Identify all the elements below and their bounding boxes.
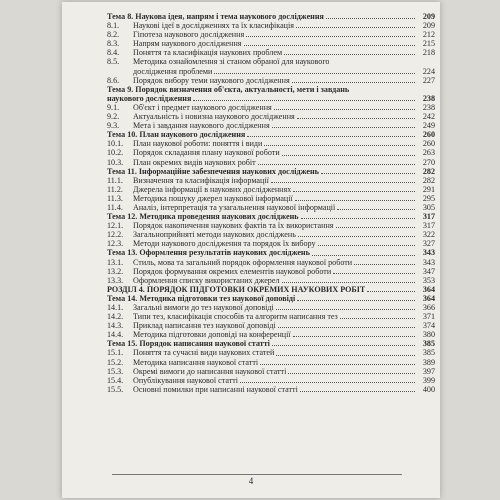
toc-section-heading [107,85,435,94]
toc-entry-page: 380 [422,330,435,340]
dot-leader [340,318,415,319]
toc-entry-title: Джерела інформації в наукових дослідженнях [133,184,292,194]
dot-leader [284,54,415,55]
dot-leader [271,182,415,183]
dot-leader [292,82,415,83]
toc-entry-number: 8.6. [107,75,120,85]
dot-leader [297,300,415,301]
toc-subsection-entry [107,112,435,121]
dot-leader [336,227,415,228]
toc-subsection-entry [107,176,435,185]
toc-section-heading [107,12,435,21]
toc-entry-page: 371 [422,312,435,322]
dot-leader [246,36,415,37]
toc-entry-number: 10.3. [107,157,124,167]
toc-subsection-entry [107,267,435,276]
toc-entry-title: Типи тез, класифікація способів та алгоритм написання тез [133,312,338,322]
toc-subsection-entry [107,330,435,339]
toc-entry-title: Тема 12. Методика проведення наукових досліджень [107,212,299,222]
toc-subsection-entry [107,194,435,203]
toc-section-heading [107,167,435,176]
dot-leader [282,282,416,283]
toc-entry-title: План окремих видів наукових робіт [133,157,256,167]
toc-entry-title: Аналіз, інтерпретація та узагальнення наукової інформації [133,202,336,212]
toc-subsection-entry [107,258,435,267]
toc-subsection-entry [107,76,435,85]
dot-leader [295,200,415,201]
dot-leader [367,291,415,292]
toc-entry-page: 218 [422,48,435,58]
toc-entry-page: 212 [422,30,435,40]
toc-subsection-entry [107,221,435,230]
dot-leader [300,391,415,392]
toc-entry-page: 209 [422,12,435,21]
toc-entry-page: 385 [422,348,435,358]
toc-entry-number: 9.1. [107,102,120,112]
toc-subsection-entry [107,57,435,66]
toc-entry-number: 10.1. [107,139,124,149]
table-of-contents [107,12,435,394]
toc-subsection-entry [107,185,435,194]
toc-subsection-entry [107,376,435,385]
toc-entry-page: 215 [422,39,435,49]
toc-entry-number: 9.3. [107,121,120,131]
toc-entry-number: 14.2. [107,312,124,322]
toc-entry-title: Напрям наукового дослідження [133,39,242,49]
dot-leader [272,127,415,128]
toc-subsection-entry [107,103,435,112]
dot-leader [288,373,415,374]
toc-entry-number: 15.2. [107,357,124,367]
toc-entry-title: Тема 14. Методика підготовки тез наукової доповіді [107,293,296,303]
toc-entry-page: 317 [422,212,435,222]
book-page [62,2,440,498]
dot-leader [240,382,415,383]
dot-leader [247,136,415,137]
toc-subsection-entry [107,321,435,330]
toc-subsection-entry [107,385,435,394]
toc-entry-page: 305 [422,202,435,212]
toc-entry-page: 397 [422,366,435,376]
toc-entry-page: 260 [422,130,435,140]
toc-entry-page: 317 [422,221,435,231]
toc-entry-number: 10.2. [107,148,124,158]
dot-leader [312,255,415,256]
toc-subsection-entry [107,239,435,248]
dot-leader [293,191,415,192]
toc-entry-title: План наукової роботи: поняття і види [133,139,263,149]
toc-entry-page: 389 [422,357,435,367]
dot-leader [297,118,415,119]
toc-subsection-entry [107,48,435,57]
dot-leader [244,45,415,46]
toc-entry-title: Визначення та класифікація інформації [133,175,269,185]
toc-entry-title: Тема 9. Порядок визначення об'єкта, актуальності, мети і завдань [107,84,350,94]
toc-entry-title: Актуальність і новизна наукового дослідження [133,112,295,122]
toc-entry-number: 11.4. [107,202,123,212]
dot-leader [298,236,415,237]
toc-entry-number: 13.3. [107,275,124,285]
dot-leader [258,164,415,165]
toc-entry-title: Гіпотеза наукового дослідження [133,30,245,40]
toc-entry-page: 385 [422,339,435,349]
toc-entry-title: Методи наукового дослідження та порядок їх вибору [133,239,316,249]
toc-entry-title: Методика підготовки доповіді на конференції [133,330,291,340]
toc-entry-page: 366 [422,303,435,312]
toc-entry-page: 249 [422,121,435,131]
toc-entry-title: Основні помилки при написанні наукової статті [133,384,298,394]
toc-entry-number: 12.2. [107,230,124,240]
dot-leader [326,18,415,19]
toc-section-heading [107,285,435,294]
toc-subsection-entry [107,158,435,167]
toc-entry-page: 399 [422,375,435,385]
toc-entry-page: 209 [422,21,435,31]
toc-entry-page: 343 [422,257,435,267]
toc-entry-title: Окремі вимоги до написання наукової статті [133,366,287,376]
toc-entry-title: Методика написання наукової статті [133,357,259,367]
toc-entry-title: Тема 10. План наукового дослідження [107,130,246,140]
toc-entry-number: 11.3. [107,193,123,203]
dot-leader [214,73,415,74]
toc-entry-page: 343 [422,248,435,258]
toc-entry-number: 14.4. [107,330,124,340]
page-number: 4 [248,476,254,486]
dot-leader [260,364,415,365]
toc-entry-number: 15.3. [107,366,124,376]
dot-leader [301,218,415,219]
toc-entry-title: Мета і завдання наукового дослідження [133,121,270,131]
toc-entry-page: 260 [422,139,435,149]
dot-leader [278,327,415,328]
toc-entry-title: Порядок вибору теми наукового дослідження [133,75,290,85]
toc-entry-page: 364 [422,293,435,303]
dot-leader [296,27,415,28]
toc-entry-title: Порядок накопичення наукових фактів та їх використання [133,221,334,231]
toc-entry-page: 227 [422,75,435,85]
toc-subsection-entry [107,303,435,312]
toc-subsection-entry [107,121,435,130]
toc-entry-title: Тема 15. Порядок написання наукової статті [107,339,270,349]
toc-section-heading [107,339,435,348]
toc-entry-number: 15.4. [107,375,124,385]
toc-entry-title: Оформлення списку використаних джерел [133,275,280,285]
toc-subsection-entry [107,312,435,321]
toc-entry-page: 374 [422,321,435,331]
toc-entry-number: 12.1. [107,221,124,231]
toc-entry-title: Поняття та класифікація наукових проблем [133,48,283,58]
toc-entry-number: 15.5. [107,384,124,394]
toc-entry-number: 14.3. [107,321,124,331]
toc-subsection-entry [107,230,435,239]
toc-subsection-entry [107,367,435,376]
toc-entry-title: Порядок формування окремих елементів наукової роботи [133,266,332,276]
dot-leader [264,145,415,146]
toc-entry-number: 8.2. [107,30,120,40]
toc-section-heading [107,294,435,303]
toc-entry-page: 282 [422,175,435,185]
toc-entry-page: 282 [422,166,435,176]
dot-leader [276,309,415,310]
toc-subsection-entry [107,148,435,157]
toc-section-heading [107,130,435,139]
toc-entry-number: 12.3. [107,239,124,249]
dot-leader [321,173,415,174]
toc-subsection-entry [107,276,435,285]
toc-entry-number: 8.5. [107,57,120,67]
toc-subsection-entry [107,21,435,30]
dot-leader [272,345,415,346]
toc-entry-page: 295 [422,193,435,203]
toc-section-heading [107,248,435,257]
toc-entry-page: 238 [422,102,435,112]
toc-subsection-entry [107,30,435,39]
toc-subsection-entry [107,348,435,357]
toc-entry-number: 14.1. [107,303,124,312]
dot-leader [337,209,415,210]
toc-entry-title: Поняття та сучасні види наукових статей [133,348,275,358]
toc-entry-number: 13.2. [107,266,124,276]
toc-entry-number: 8.4. [107,48,120,58]
dot-leader [354,264,415,265]
dot-leader [274,109,415,110]
toc-entry-number: 8.1. [107,21,120,31]
toc-entry-title: Тема 8. Наукова ідея, напрям і тема наукового дослідження [107,12,324,21]
toc-entry-title: Тема 11. Інформаційне забезпечення наукових досліджень [107,166,319,176]
toc-entry-title: Стиль, мова та загальний порядок оформлення наукової роботи [133,257,353,267]
toc-entry-page: 322 [422,230,435,240]
toc-entry-page: 238 [422,93,435,103]
toc-entry-page: 347 [422,266,435,276]
toc-subsection-entry [107,39,435,48]
toc-entry-title: Порядок складання плану наукової роботи [133,148,280,158]
dot-leader [193,100,415,101]
toc-entry-page: 327 [422,239,435,249]
toc-entry-title: Методика ознайомлення зі станом обраної для наукового [133,57,330,67]
toc-entry-page: 364 [422,284,435,294]
footer-rule [112,474,402,475]
toc-entry-title: РОЗДІЛ 4. ПОРЯДОК ПІДГОТОВКИ ОКРЕМИХ НАУКОВИХ РОБІТ [107,284,366,294]
toc-entry-number: 15.1. [107,348,124,358]
dot-leader [333,273,415,274]
toc-entry-title: Опублікування наукової статті [133,375,239,385]
toc-entry-number: 11.2. [107,184,123,194]
toc-entry-page: 291 [422,184,435,194]
toc-section-heading [107,94,435,103]
toc-subsection-entry [107,358,435,367]
toc-entry-title: Наукові ідеї в дослідженнях та їх класифікація [133,21,294,31]
toc-entry-title: Методика пошуку джерел наукової інформації [133,193,293,203]
toc-entry-title: Приклад написання тез наукової доповіді [133,321,276,331]
toc-entry-title: наукового дослідження [107,93,192,103]
toc-entry-title: Об'єкт і предмет наукового дослідження [133,102,272,112]
toc-entry-page: 263 [422,148,435,158]
toc-entry-number: 9.2. [107,112,120,122]
toc-entry-number: 13.1. [107,257,124,267]
toc-entry-number: 8.3. [107,39,120,49]
toc-entry-page: 224 [422,66,435,76]
toc-entry-number: 11.1. [107,175,123,185]
toc-entry-page: 353 [422,275,435,285]
toc-entry-page: 400 [422,384,435,394]
toc-entry-page: 242 [422,112,435,122]
toc-entry-title: Загальноприйняті методи наукових досліджень [133,230,296,240]
toc-subsection-entry [107,139,435,148]
toc-section-heading [107,212,435,221]
toc-subsection-entry [107,203,435,212]
toc-entry-page: 270 [422,157,435,167]
toc-entry-title: дослідження проблеми [133,66,213,76]
toc-entry-continuation [107,67,435,76]
toc-entry-title: Тема 13. Оформлення результатів наукових досліджень [107,248,310,258]
dot-leader [276,355,415,356]
dot-leader [282,155,415,156]
toc-entry-title: Загальні вимоги до тез наукової доповіді [133,303,274,312]
dot-leader [318,245,415,246]
dot-leader [293,336,415,337]
